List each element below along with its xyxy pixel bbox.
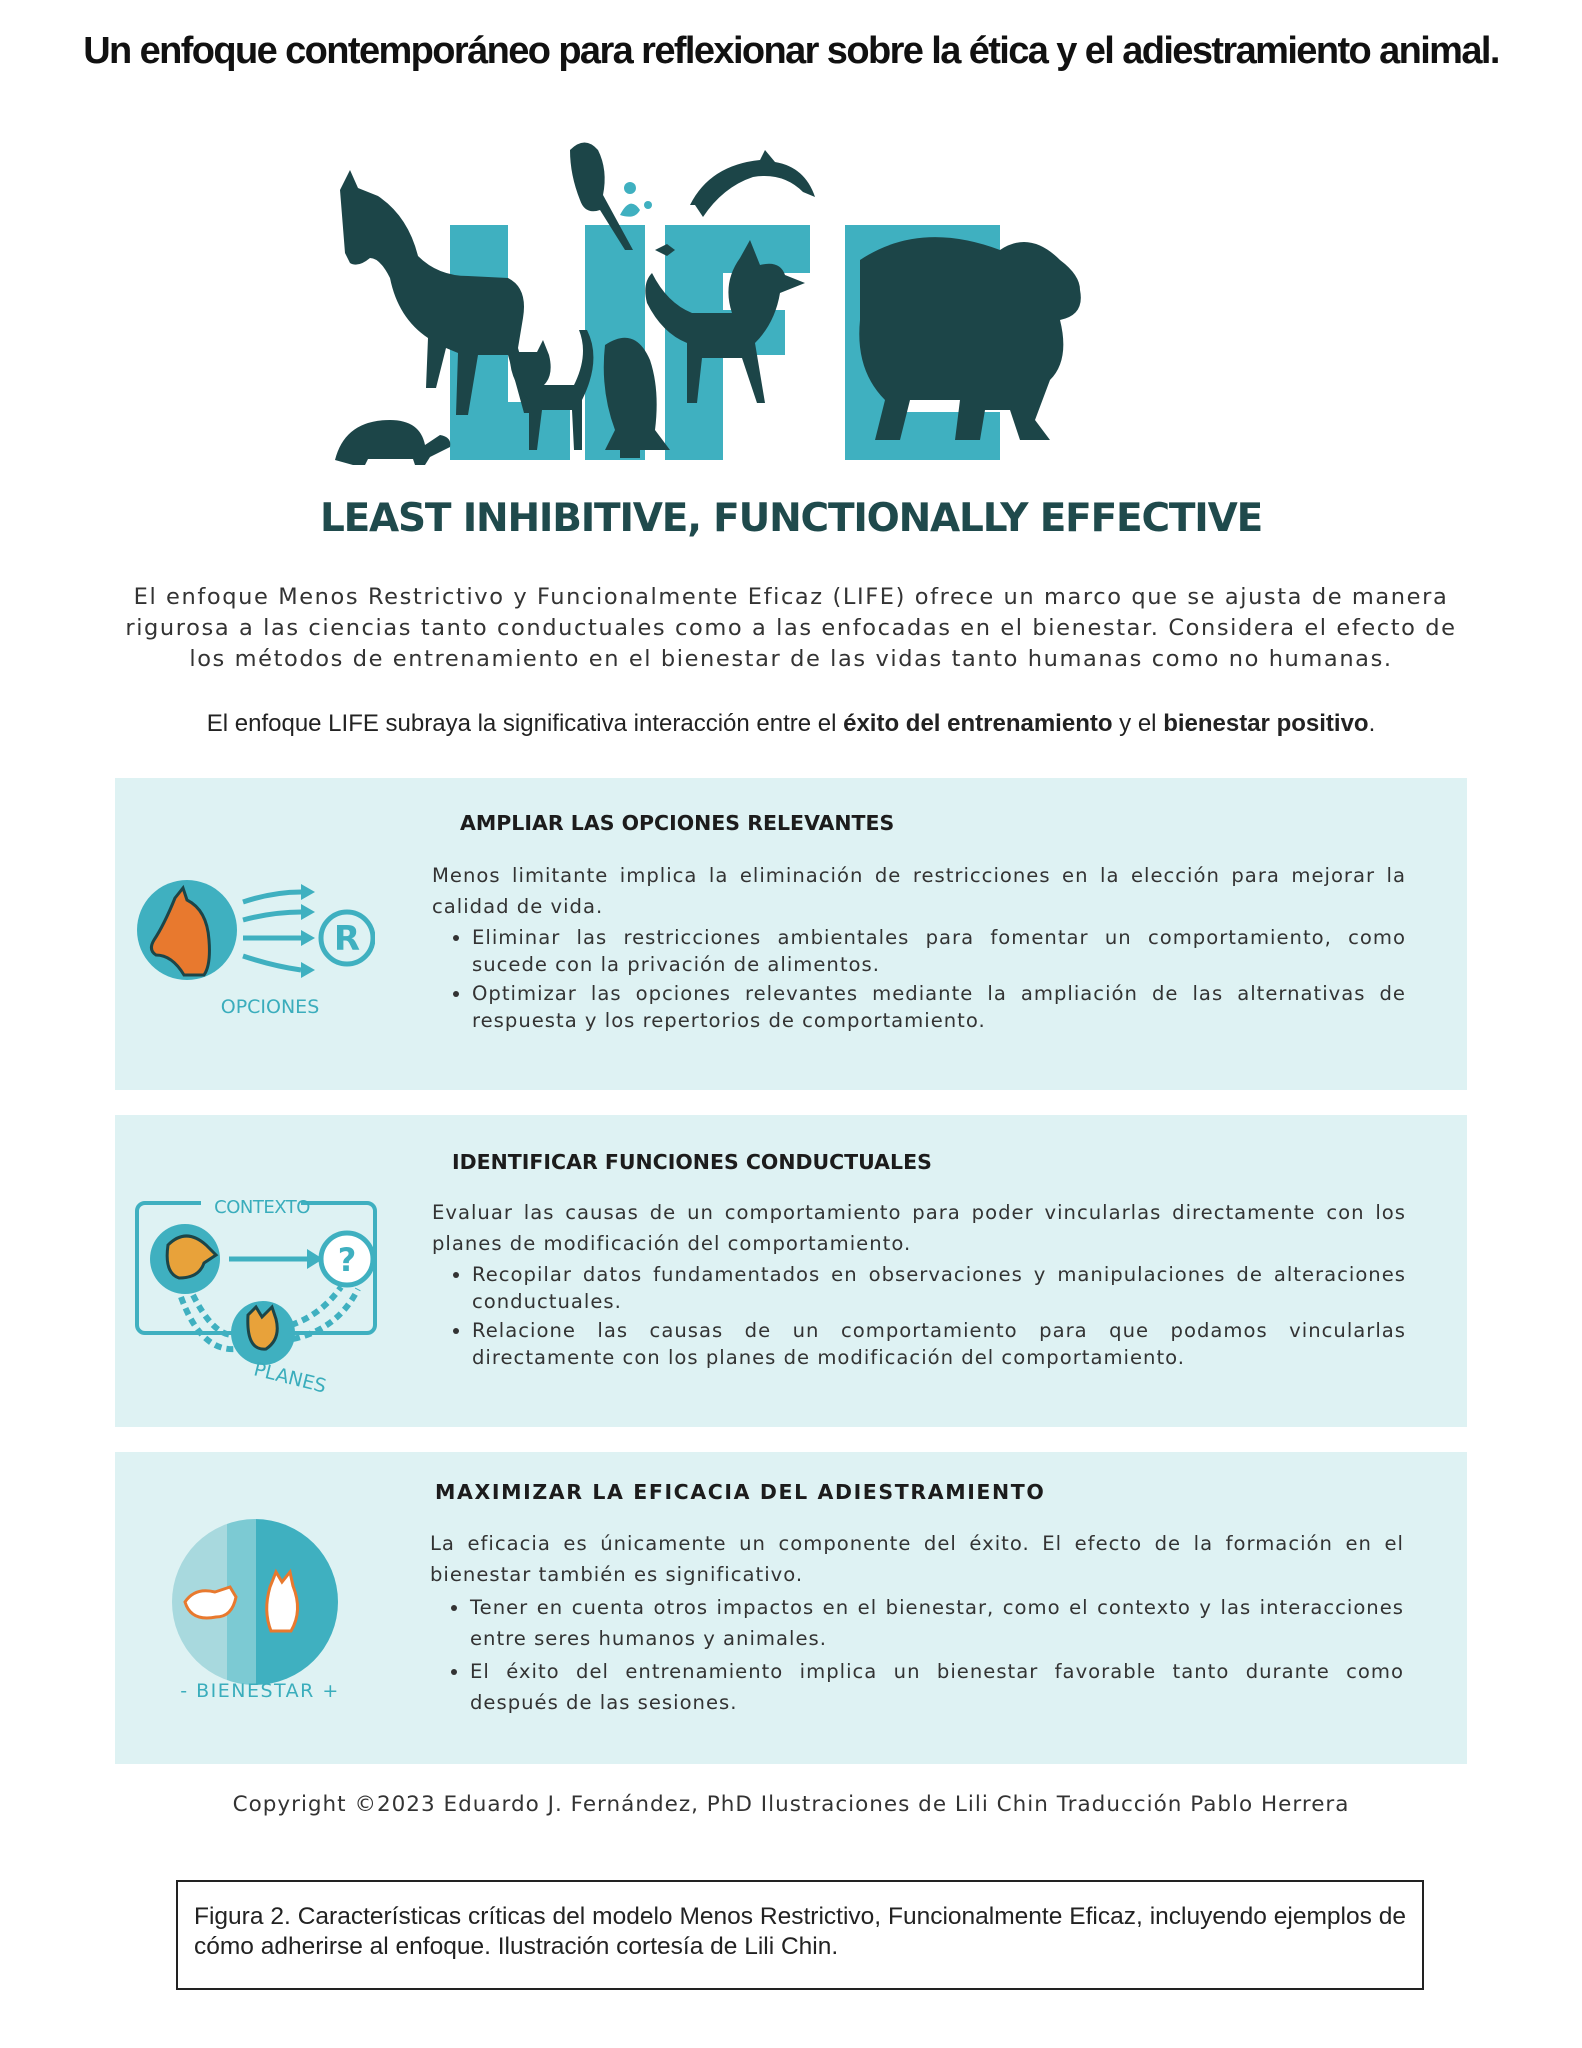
welfare-scale-icon — [170, 1517, 340, 1687]
section-text: La eficacia es únicamente un componente del éxito. El efecto de la formación en el bienestar también es significativo. — [430, 1532, 1404, 1586]
svg-text:?: ? — [337, 1241, 357, 1279]
section-options — [115, 778, 1467, 1090]
section-title: MAXIMIZAR LA EFICACIA DEL ADIESTRAMIENTO — [435, 1480, 1046, 1504]
subline — [0, 710, 1582, 738]
bullet-list — [430, 1592, 1404, 1718]
bullet-item: • Recopilar datos fundamentados en observaciones y manipulaciones de alteraciones conductuales. — [472, 1261, 1406, 1315]
page-title: Un enfoque contemporáneo para reflexionar sobre la ética y el adiestramiento animal. — [83, 30, 1499, 72]
svg-text:R: R — [333, 919, 361, 959]
section-title: IDENTIFICAR FUNCIONES CONDUCTUALES — [452, 1150, 932, 1174]
options-caption: OPCIONES — [220, 996, 320, 1018]
bullet-item: • Optimizar las opciones relevantes mediante la ampliación de las alternativas de respuesta y los repertorios de comportamiento. — [472, 980, 1406, 1034]
bullet-item: • Eliminar las restricciones ambientales para fomentar un comportamiento, como sucede con la privación de alimentos. — [472, 924, 1406, 978]
section-text: Menos limitante implica la eliminación de restricciones en la elección para mejorar la calidad de vida. — [432, 864, 1406, 918]
turtle-icon — [335, 420, 450, 465]
bullet-item: • El éxito del entrenamiento implica un bienestar favorable tanto durante como después de las sesiones. — [470, 1656, 1404, 1718]
section-body — [430, 1528, 1404, 1720]
bullet-list — [432, 924, 1406, 1034]
intro-paragraph: El enfoque Menos Restrictivo y Funcionalmente Eficaz (LIFE) ofrece un marco que se ajusta de manera rigurosa a las ciencias tanto conductuales como a las enfocadas en el bienestar. Considera el efecto de los métodos de entrenamiento en el bienestar de las vidas tanto humanas como no humanas. — [125, 584, 1457, 672]
section-functions — [115, 1115, 1467, 1427]
subline-mid: y el — [1112, 710, 1164, 737]
life-logo — [330, 130, 1270, 480]
figure-caption: Figura 2. Características críticas del modelo Menos Restrictivo, Funcionalmente Eficaz, incluyendo ejemplos de cómo adherirse al enfoque. Ilustración cortesía de Lili Chin. — [194, 1903, 1406, 1960]
logo-tagline: LEAST INHIBITIVE, FUNCTIONALLY EFFECTIVE — [319, 496, 1263, 541]
bullet-item: • Tener en cuenta otros impactos en el bienestar, como el contexto y las interacciones entre seres humanos y animales. — [470, 1592, 1404, 1654]
copyright: Copyright ©2023 Eduardo J. Fernández, PhD Ilustraciones de Lili Chin Traducción Pablo Herrera — [232, 1792, 1350, 1817]
plans-caption: PLANES — [251, 1358, 329, 1398]
horse-choices-icon — [135, 878, 375, 988]
dolphin-icon — [690, 150, 815, 217]
subline-pre: El enfoque LIFE subraya la significativa interacción entre el — [206, 710, 844, 737]
bullet-item: • Relacione las causas de un comportamiento para que podamos vincularlas directamente con los planes de modificación del comportamiento. — [472, 1317, 1406, 1371]
bullet-list — [432, 1261, 1406, 1371]
penguin-icon — [604, 338, 670, 458]
welfare-caption: - BIENESTAR + — [180, 1680, 340, 1702]
section-efficacy — [115, 1452, 1467, 1764]
water-splash-icon — [620, 182, 652, 217]
context-caption: CONTEXTO — [214, 1197, 310, 1218]
section-body — [432, 860, 1406, 1036]
section-text: Evaluar las causas de un comportamiento para poder vincularlas directamente con los planes de modificación del comportamiento. — [432, 1201, 1406, 1255]
bear-icon — [859, 237, 1081, 440]
section-body — [432, 1197, 1406, 1373]
subline-bold-welfare: bienestar positivo — [1163, 710, 1369, 737]
section-title: AMPLIAR LAS OPCIONES RELEVANTES — [460, 811, 895, 835]
figure-caption-box — [176, 1880, 1424, 1990]
subline-bold-success: éxito del entrenamiento — [843, 710, 1113, 737]
subline-post: . — [1368, 710, 1376, 737]
